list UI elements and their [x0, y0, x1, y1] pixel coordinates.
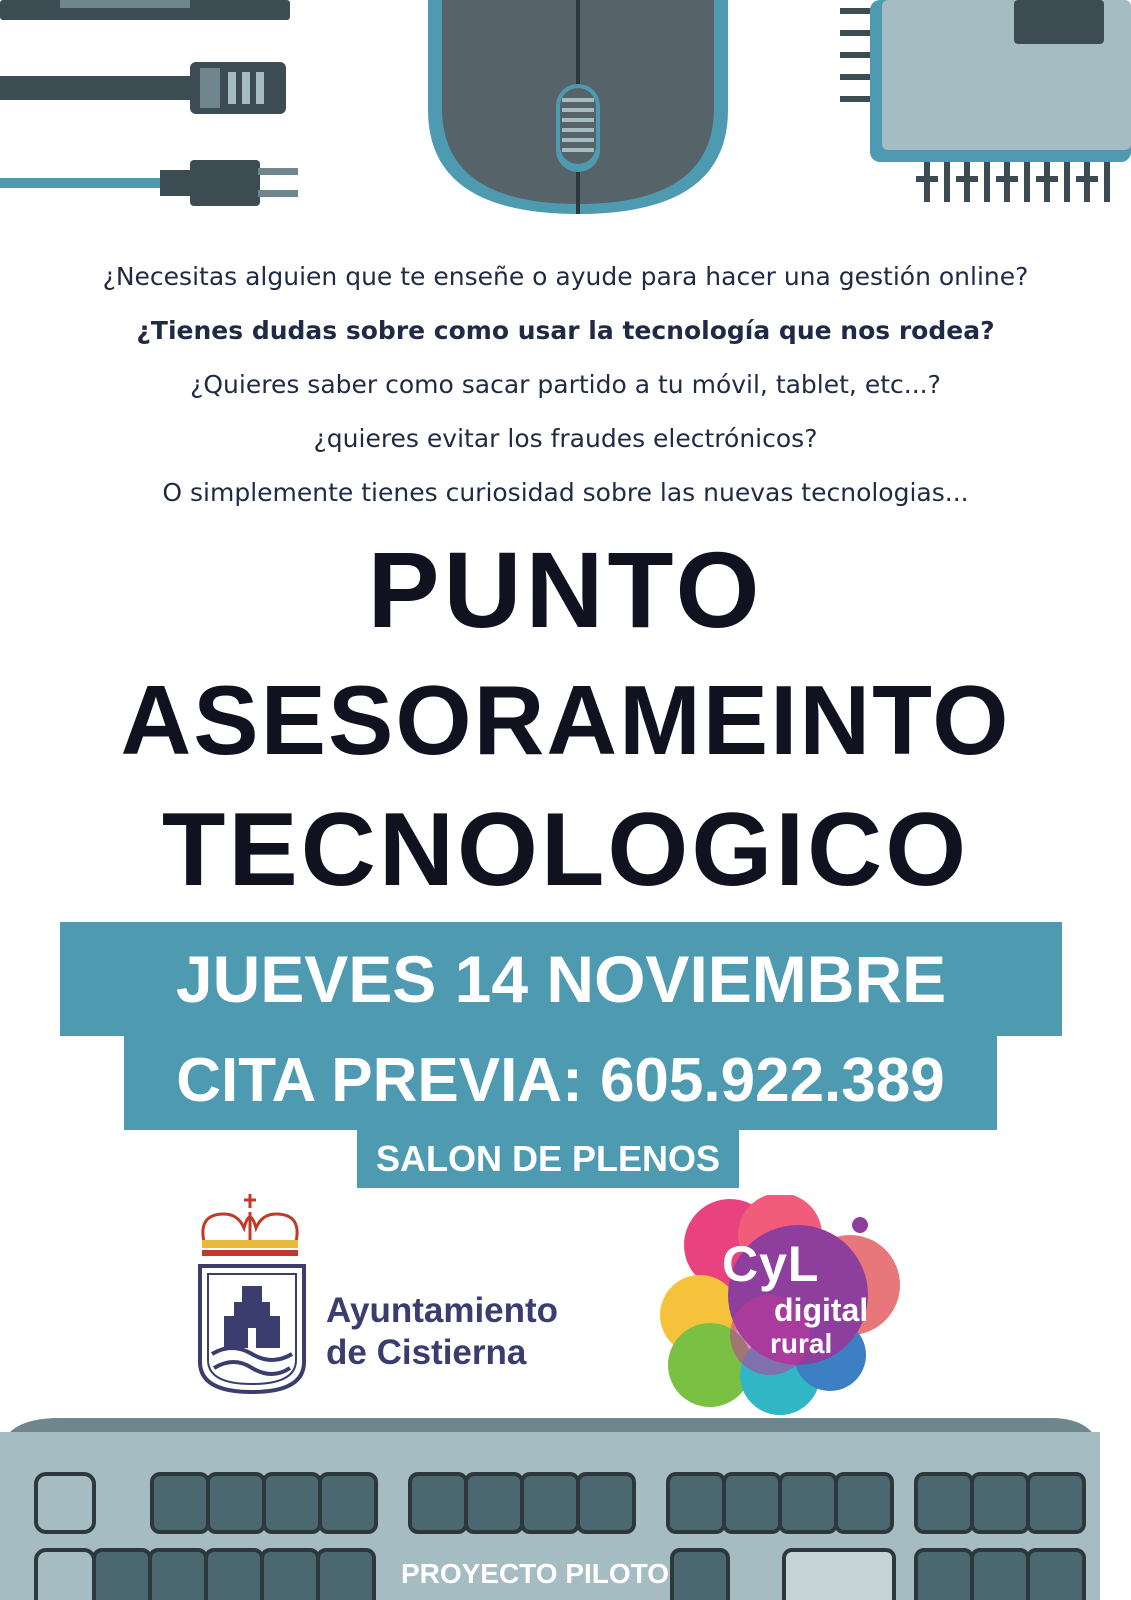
- ayuntamiento-name: [326, 1290, 558, 1374]
- cables-illustration: [0, 0, 310, 210]
- question-curiosity: O simplemente tienes curiosidad sobre las nuevas tecnologias...: [162, 478, 969, 507]
- event-date-band: JUEVES 14 NOVIEMBRE: [60, 922, 1062, 1036]
- ayuntamiento-name-line-2: de Cistierna: [326, 1333, 527, 1372]
- venue-band: SALON DE PLENOS: [357, 1130, 739, 1188]
- footer-pilot-project: PROYECTO PILOTO: [400, 1558, 670, 1589]
- mouse-illustration: [428, 0, 728, 220]
- question-fraud: ¿quieres evitar los fraudes electrónicos?: [313, 424, 818, 453]
- cyl-logo-rural: rural: [770, 1328, 833, 1359]
- question-mobile-tablet: ¿Quieres saber como sacar partido a tu móvil, tablet, etc...?: [190, 370, 941, 399]
- headline-line-1: PUNTO: [367, 529, 764, 650]
- cyl-logo-text: CyL: [722, 1236, 820, 1292]
- cyl-logo-digital: digital: [774, 1292, 869, 1328]
- ayuntamiento-name-line-1: Ayuntamiento: [326, 1291, 559, 1330]
- chip-illustration: [840, 0, 1131, 210]
- ayuntamiento-coat-of-arms-icon: [194, 1192, 314, 1398]
- headline-line-2: ASESORAMEINTO: [120, 665, 1011, 775]
- question-technology-doubts: ¿Tienes dudas sobre como usar la tecnología que nos rodea?: [136, 316, 995, 345]
- intro-questions: [0, 250, 1131, 520]
- appointment-phone-band: CITA PREVIA: 605.922.389: [124, 1036, 997, 1130]
- headline-line-3: TECNOLOGICO: [161, 792, 970, 908]
- question-online-help: ¿Necesitas alguien que te enseñe o ayude para hacer una gestión online?: [102, 262, 1029, 291]
